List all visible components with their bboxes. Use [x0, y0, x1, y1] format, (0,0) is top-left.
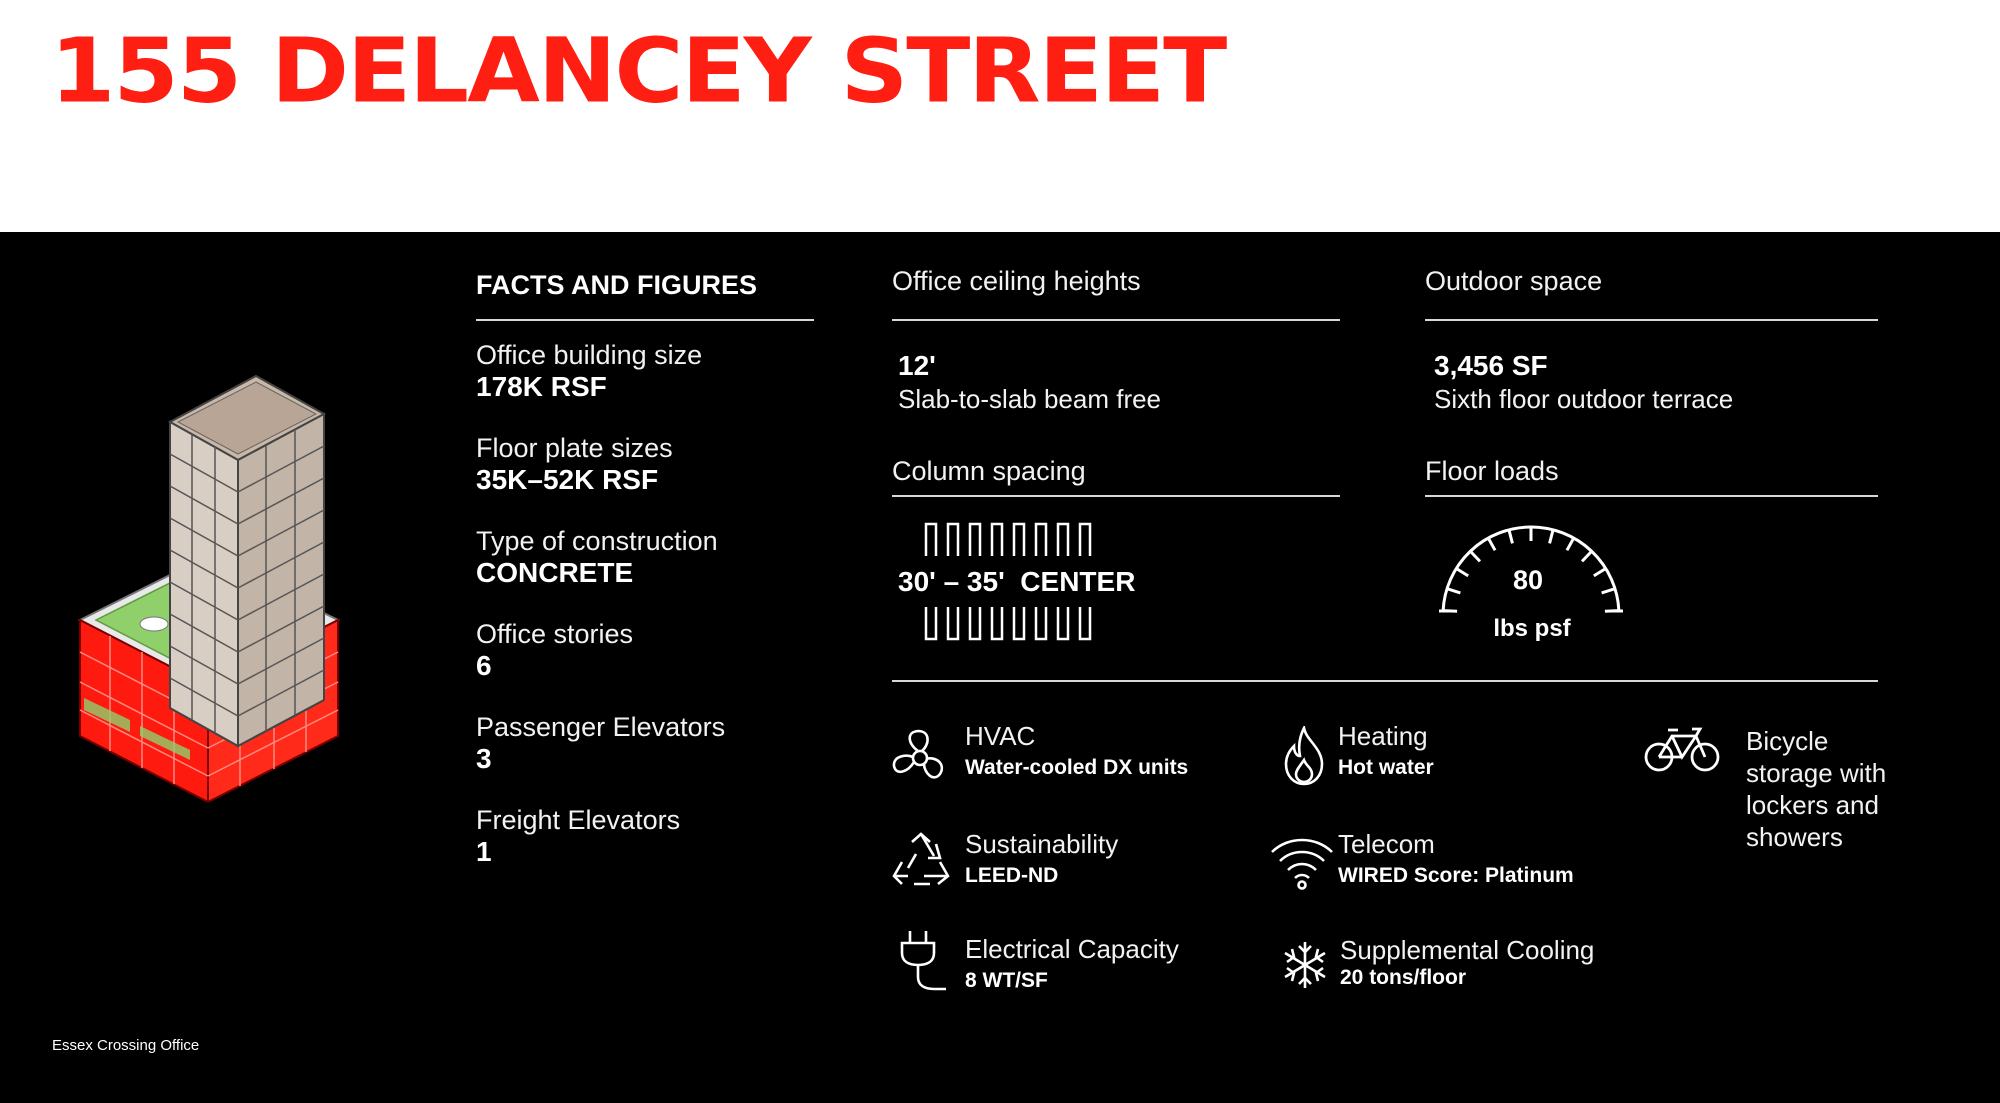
- floor-loads-value: 80: [1512, 565, 1544, 595]
- recycle-icon: [890, 832, 952, 892]
- fact-office-stories: [476, 619, 633, 682]
- outdoor-value: 3,456 SF: [1434, 350, 1548, 381]
- amenity-value: Hot water: [1338, 756, 1434, 779]
- columns-heading: Column spacing: [892, 456, 1086, 486]
- fact-label: Office stories: [476, 619, 634, 649]
- amenity-value: Water-cooled DX units: [965, 756, 1189, 779]
- fact-value: CONCRETE: [476, 557, 634, 588]
- plug-icon: [900, 929, 948, 995]
- bicycle-line: lockers and: [1746, 790, 1879, 820]
- fact-building-size: [476, 340, 702, 403]
- wifi-icon: [1270, 836, 1334, 890]
- amenity-label: HVAC: [965, 721, 1036, 751]
- fact-label: Floor plate sizes: [476, 433, 673, 463]
- outdoor-rule: [1425, 319, 1878, 321]
- footer-text: Essex Crossing Office: [52, 1037, 200, 1054]
- floor-loads-heading: Floor loads: [1425, 456, 1559, 486]
- bicycle-line: showers: [1746, 822, 1843, 852]
- building-illustration: [70, 362, 350, 807]
- bicycle-icon: [1644, 726, 1720, 774]
- bicycle-line: Bicycle: [1746, 726, 1829, 756]
- fact-floor-plate: [476, 433, 673, 496]
- amenities-rule: [892, 680, 1878, 682]
- flame-icon: [1282, 726, 1326, 786]
- floor-loads-unit: lbs psf: [1493, 615, 1571, 642]
- facts-rule: [476, 319, 814, 321]
- ceiling-value: 12': [898, 350, 936, 381]
- facts-heading: FACTS AND FIGURES: [476, 270, 758, 300]
- fact-label: Type of construction: [476, 526, 718, 556]
- outdoor-description: Sixth floor outdoor terrace: [1434, 384, 1734, 414]
- fact-freight-elevators: [476, 805, 680, 868]
- page-title: 155 DELANCEY STREET: [50, 20, 1226, 124]
- bicycle-line: storage with: [1746, 758, 1887, 788]
- fact-construction: [476, 526, 718, 589]
- snowflake-icon: [1282, 940, 1328, 990]
- fact-value: 1: [476, 836, 492, 867]
- amenity-label: Heating: [1338, 721, 1428, 751]
- facts-panel: [0, 232, 2000, 1103]
- columns-value: 30' – 35' CENTER: [898, 566, 1136, 597]
- ceiling-heading: Office ceiling heights: [892, 266, 1141, 296]
- fact-value: 3: [476, 743, 492, 774]
- outdoor-heading: Outdoor space: [1425, 266, 1603, 296]
- ceiling-rule: [892, 319, 1340, 321]
- amenity-value: LEED-ND: [965, 864, 1059, 887]
- fact-value: 6: [476, 650, 492, 681]
- amenity-value: 8 WT/SF: [965, 969, 1048, 992]
- column-spacing-icon: [924, 607, 1104, 646]
- bicycle-text: [1746, 725, 1886, 853]
- amenity-label: Telecom: [1338, 829, 1435, 859]
- amenity-label: Sustainability: [965, 829, 1119, 859]
- columns-rule: [892, 495, 1340, 497]
- floor-loads-rule: [1425, 495, 1878, 497]
- column-spacing-icon: [924, 522, 1104, 561]
- fact-label: Freight Elevators: [476, 805, 681, 835]
- fan-icon: [888, 726, 952, 790]
- fact-passenger-elevators: [476, 712, 725, 775]
- ceiling-description: Slab-to-slab beam free: [898, 384, 1162, 414]
- fact-label: Passenger Elevators: [476, 712, 726, 742]
- amenity-value: 20 tons/floor: [1340, 966, 1467, 989]
- fact-value: 178K RSF: [476, 371, 607, 402]
- fact-label: Office building size: [476, 340, 703, 370]
- amenity-label: Supplemental Cooling: [1340, 935, 1595, 965]
- fact-value: 35K–52K RSF: [476, 464, 659, 495]
- amenity-value: WIRED Score: Platinum: [1338, 864, 1574, 887]
- amenity-label: Electrical Capacity: [965, 934, 1179, 964]
